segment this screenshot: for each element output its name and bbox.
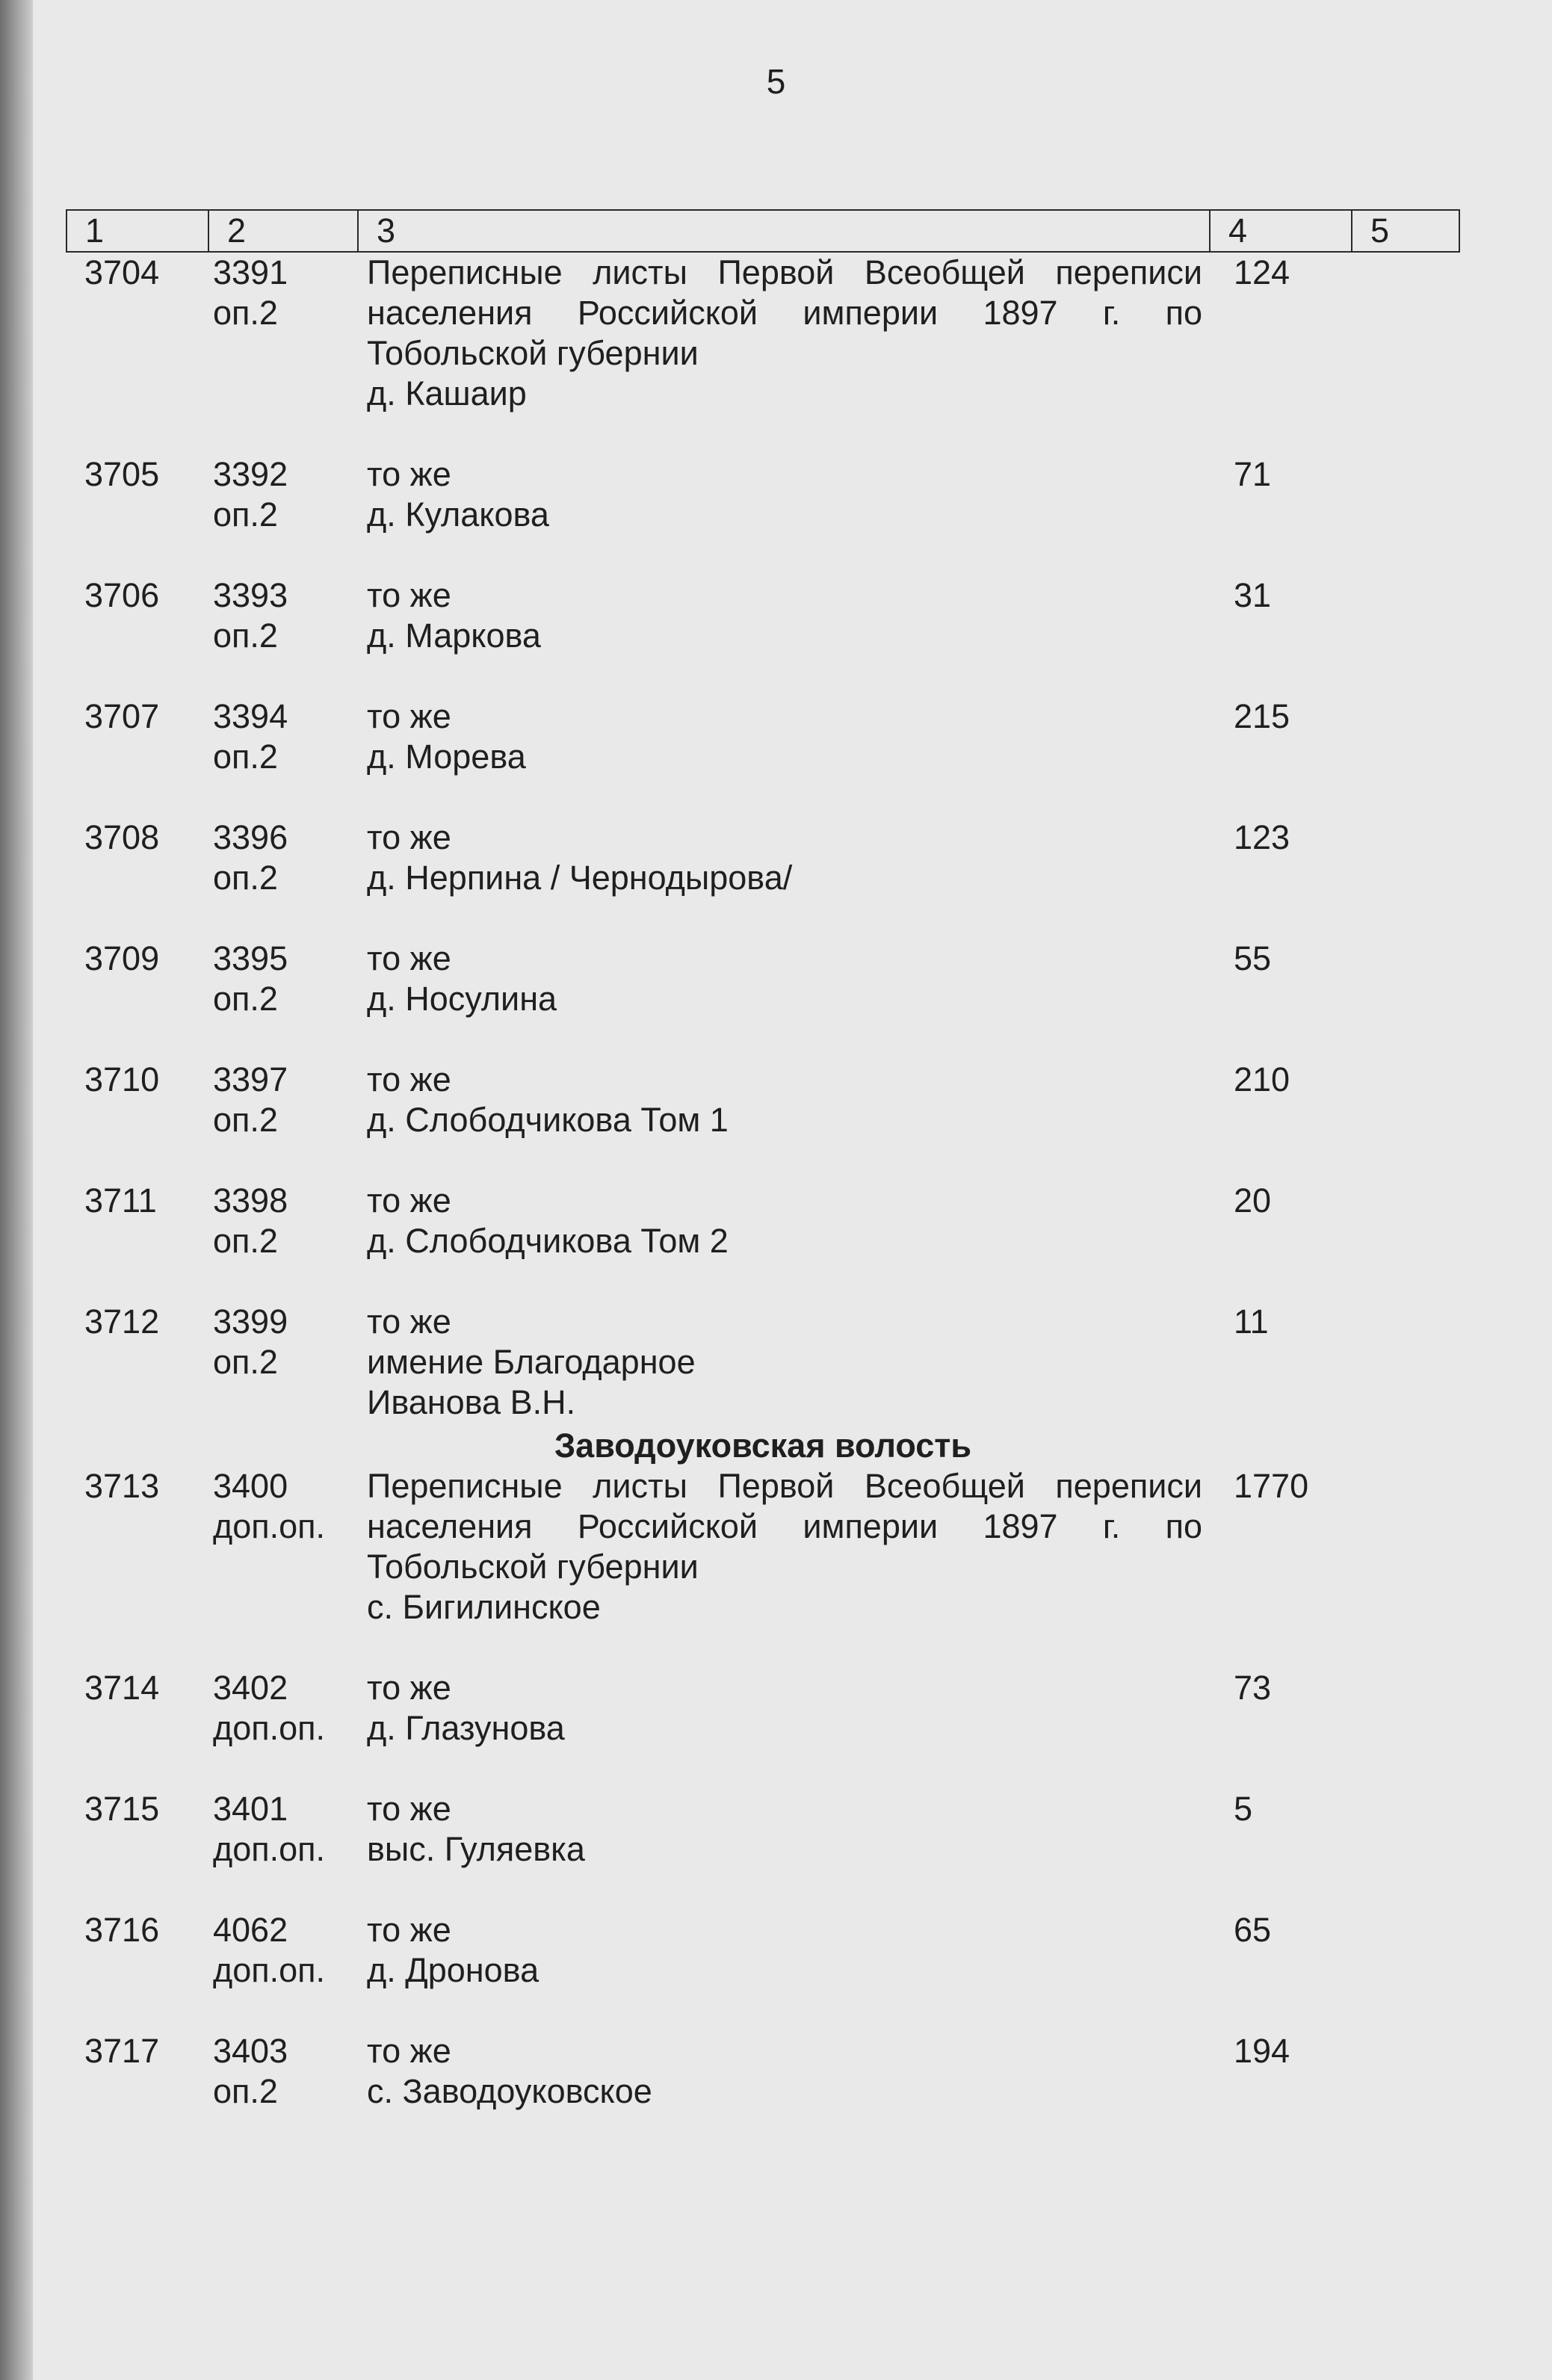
table-row xyxy=(67,696,1459,817)
record-number: 3711 xyxy=(84,1181,157,1220)
section-heading-row xyxy=(67,1423,1459,1466)
notes-cell xyxy=(1352,1789,1459,1910)
notes-cell xyxy=(1352,696,1459,817)
fond-inventory-cell xyxy=(208,939,358,1060)
record-number: 3708 xyxy=(84,818,160,856)
description-line: с. Заводоуковское xyxy=(367,2072,652,2110)
file-number: 3403 xyxy=(213,2032,288,2070)
record-number: 3714 xyxy=(84,1669,160,1707)
fond-inventory-cell xyxy=(208,1910,358,2031)
inventory-label: оп.2 xyxy=(213,980,278,1018)
file-number: 3401 xyxy=(213,1790,288,1828)
file-number: 3395 xyxy=(213,939,288,977)
record-number: 3717 xyxy=(84,2032,160,2070)
notes-cell xyxy=(1352,817,1459,939)
sheet-count: 123 xyxy=(1234,818,1290,856)
description-line: то же xyxy=(367,1060,451,1098)
description-line: д. Носулина xyxy=(367,980,557,1018)
sheet-count: 73 xyxy=(1234,1669,1272,1707)
description-line: то же xyxy=(367,1790,451,1828)
description-line: Иванова В.Н. xyxy=(367,1383,576,1421)
column-header: 5 xyxy=(1352,210,1459,252)
notes-cell xyxy=(1352,575,1459,696)
file-number: 3399 xyxy=(213,1302,288,1341)
file-number: 3397 xyxy=(213,1060,288,1098)
description-cell xyxy=(358,1060,1210,1181)
description-cell xyxy=(358,1181,1210,1302)
notes-cell xyxy=(1352,939,1459,1060)
description-line: то же xyxy=(367,939,451,977)
description-cell xyxy=(358,252,1210,454)
record-number: 3710 xyxy=(84,1060,160,1098)
sheet-count: 194 xyxy=(1234,2032,1290,2070)
sheet-count: 20 xyxy=(1234,1181,1272,1220)
notes-cell xyxy=(1352,1668,1459,1789)
notes-cell xyxy=(1352,1910,1459,2031)
sheet-count: 71 xyxy=(1234,455,1272,493)
column-header: 2 xyxy=(208,210,358,252)
fond-inventory-cell xyxy=(208,696,358,817)
fond-inventory-cell xyxy=(208,1668,358,1789)
description-line: д. Дронова xyxy=(367,1951,540,1989)
fond-inventory-cell xyxy=(208,1789,358,1910)
description-cell xyxy=(358,454,1210,575)
fond-inventory-cell xyxy=(208,2031,358,2152)
file-number: 3392 xyxy=(213,455,288,493)
column-header: 3 xyxy=(358,210,1210,252)
inventory-label: доп.оп. xyxy=(213,1951,326,1989)
description-line: то же xyxy=(367,576,451,614)
table-row xyxy=(67,1668,1459,1789)
description-cell xyxy=(358,1789,1210,1910)
inventory-label: оп.2 xyxy=(213,1343,278,1381)
record-number: 3704 xyxy=(84,253,160,291)
table-row xyxy=(67,1910,1459,2031)
inventory-label: оп.2 xyxy=(213,495,278,534)
description-line: то же xyxy=(367,1911,451,1949)
description-line: д. Маркова xyxy=(367,616,541,655)
description-line: то же xyxy=(367,1669,451,1707)
record-number: 3716 xyxy=(84,1911,160,1949)
fond-inventory-cell xyxy=(208,1302,358,1423)
record-number: 3715 xyxy=(84,1790,160,1828)
section-heading: Заводоуковская волость xyxy=(554,1427,972,1465)
record-number: 3706 xyxy=(84,576,160,614)
description-line: д. Глазунова xyxy=(367,1709,565,1747)
sheet-count: 5 xyxy=(1234,1790,1253,1828)
sheet-count: 31 xyxy=(1234,576,1272,614)
notes-cell xyxy=(1352,1466,1459,1668)
file-number: 3394 xyxy=(213,697,288,735)
table-row xyxy=(67,1060,1459,1181)
fond-inventory-cell xyxy=(208,575,358,696)
fond-inventory-cell xyxy=(208,1181,358,1302)
record-number: 3713 xyxy=(84,1467,160,1505)
table-row xyxy=(67,252,1459,454)
description-line: выс. Гуляевка xyxy=(367,1830,585,1868)
file-number: 3396 xyxy=(213,818,288,856)
description-cell xyxy=(358,817,1210,939)
notes-cell xyxy=(1352,1302,1459,1423)
inventory-label: доп.оп. xyxy=(213,1709,326,1747)
description-cell xyxy=(358,1466,1210,1668)
table-row xyxy=(67,575,1459,696)
column-header-row xyxy=(67,210,1459,252)
inventory-label: оп.2 xyxy=(213,738,278,776)
fond-inventory-cell xyxy=(208,817,358,939)
fond-inventory-cell xyxy=(208,454,358,575)
description-line: д. Слободчикова Том 1 xyxy=(367,1101,729,1139)
page-number: 5 xyxy=(766,62,786,101)
fond-inventory-cell xyxy=(208,1466,358,1668)
description-cell xyxy=(358,1302,1210,1423)
table-row xyxy=(67,1789,1459,1910)
file-number: 4062 xyxy=(213,1911,288,1949)
fond-inventory-cell xyxy=(208,252,358,454)
file-number: 3400 xyxy=(213,1467,288,1505)
record-number: 3705 xyxy=(84,455,160,493)
inventory-label: доп.оп. xyxy=(213,1830,326,1868)
description-line: то же xyxy=(367,2032,451,2070)
notes-cell xyxy=(1352,454,1459,575)
description-line: имение Благодарное xyxy=(367,1343,696,1381)
inventory-label: оп.2 xyxy=(213,859,278,897)
file-number: 3393 xyxy=(213,576,288,614)
inventory-label: оп.2 xyxy=(213,1222,278,1260)
description-cell xyxy=(358,575,1210,696)
fond-inventory-cell xyxy=(208,1060,358,1181)
sheet-count: 55 xyxy=(1234,939,1272,977)
record-number: 3709 xyxy=(84,939,160,977)
table-row xyxy=(67,1302,1459,1423)
notes-cell xyxy=(1352,1181,1459,1302)
record-number: 3707 xyxy=(84,697,160,735)
sheet-count: 215 xyxy=(1234,697,1290,735)
file-number: 3391 xyxy=(213,253,288,291)
description-line: то же xyxy=(367,697,451,735)
table-row xyxy=(67,454,1459,575)
table-row xyxy=(67,817,1459,939)
sheet-count: 11 xyxy=(1234,1302,1269,1341)
description-line: д. Кашаир xyxy=(367,374,527,412)
description-line: то же xyxy=(367,1302,451,1341)
notes-cell xyxy=(1352,1060,1459,1181)
description-line: д. Слободчикова Том 2 xyxy=(367,1222,729,1260)
sheet-count: 124 xyxy=(1234,253,1290,291)
notes-cell xyxy=(1352,252,1459,454)
file-number: 3398 xyxy=(213,1181,288,1220)
inventory-label: оп.2 xyxy=(213,294,278,332)
notes-cell xyxy=(1352,2031,1459,2152)
inventory-table xyxy=(66,209,1460,2152)
sheet-count: 1770 xyxy=(1234,1467,1309,1505)
inventory-label: оп.2 xyxy=(213,616,278,655)
file-number: 3402 xyxy=(213,1669,288,1707)
table-row xyxy=(67,1466,1459,1668)
description-line: с. Бигилинское xyxy=(367,1588,601,1626)
table-row xyxy=(67,2031,1459,2152)
description-cell xyxy=(358,939,1210,1060)
description-line: д. Нерпина / Чернодырова/ xyxy=(367,859,793,897)
record-number: 3712 xyxy=(84,1302,160,1341)
binding-shadow xyxy=(0,0,33,2380)
description-line: то же xyxy=(367,818,451,856)
inventory-label: доп.оп. xyxy=(213,1507,326,1545)
description-line: д. Кулакова xyxy=(367,495,549,534)
description-cell xyxy=(358,1910,1210,2031)
inventory-label: оп.2 xyxy=(213,2072,278,2110)
table-row xyxy=(67,939,1459,1060)
column-header: 4 xyxy=(1210,210,1352,252)
column-header: 1 xyxy=(67,210,208,252)
sheet-count: 65 xyxy=(1234,1911,1272,1949)
description-line: д. Морева xyxy=(367,738,526,776)
description-cell xyxy=(358,696,1210,817)
description-line: Переписные листы Первой Всеобщей переписи населения Российской империи 1897 г. по Тобольской губернии xyxy=(367,253,1202,372)
table-row xyxy=(67,1181,1459,1302)
inventory-label: оп.2 xyxy=(213,1101,278,1139)
description-cell xyxy=(358,2031,1210,2152)
description-line: то же xyxy=(367,455,451,493)
description-line: то же xyxy=(367,1181,451,1220)
description-cell xyxy=(358,1668,1210,1789)
sheet-count: 210 xyxy=(1234,1060,1290,1098)
description-line: Переписные листы Первой Всеобщей переписи населения Российской империи 1897 г. по Тобольской губернии xyxy=(367,1467,1202,1586)
